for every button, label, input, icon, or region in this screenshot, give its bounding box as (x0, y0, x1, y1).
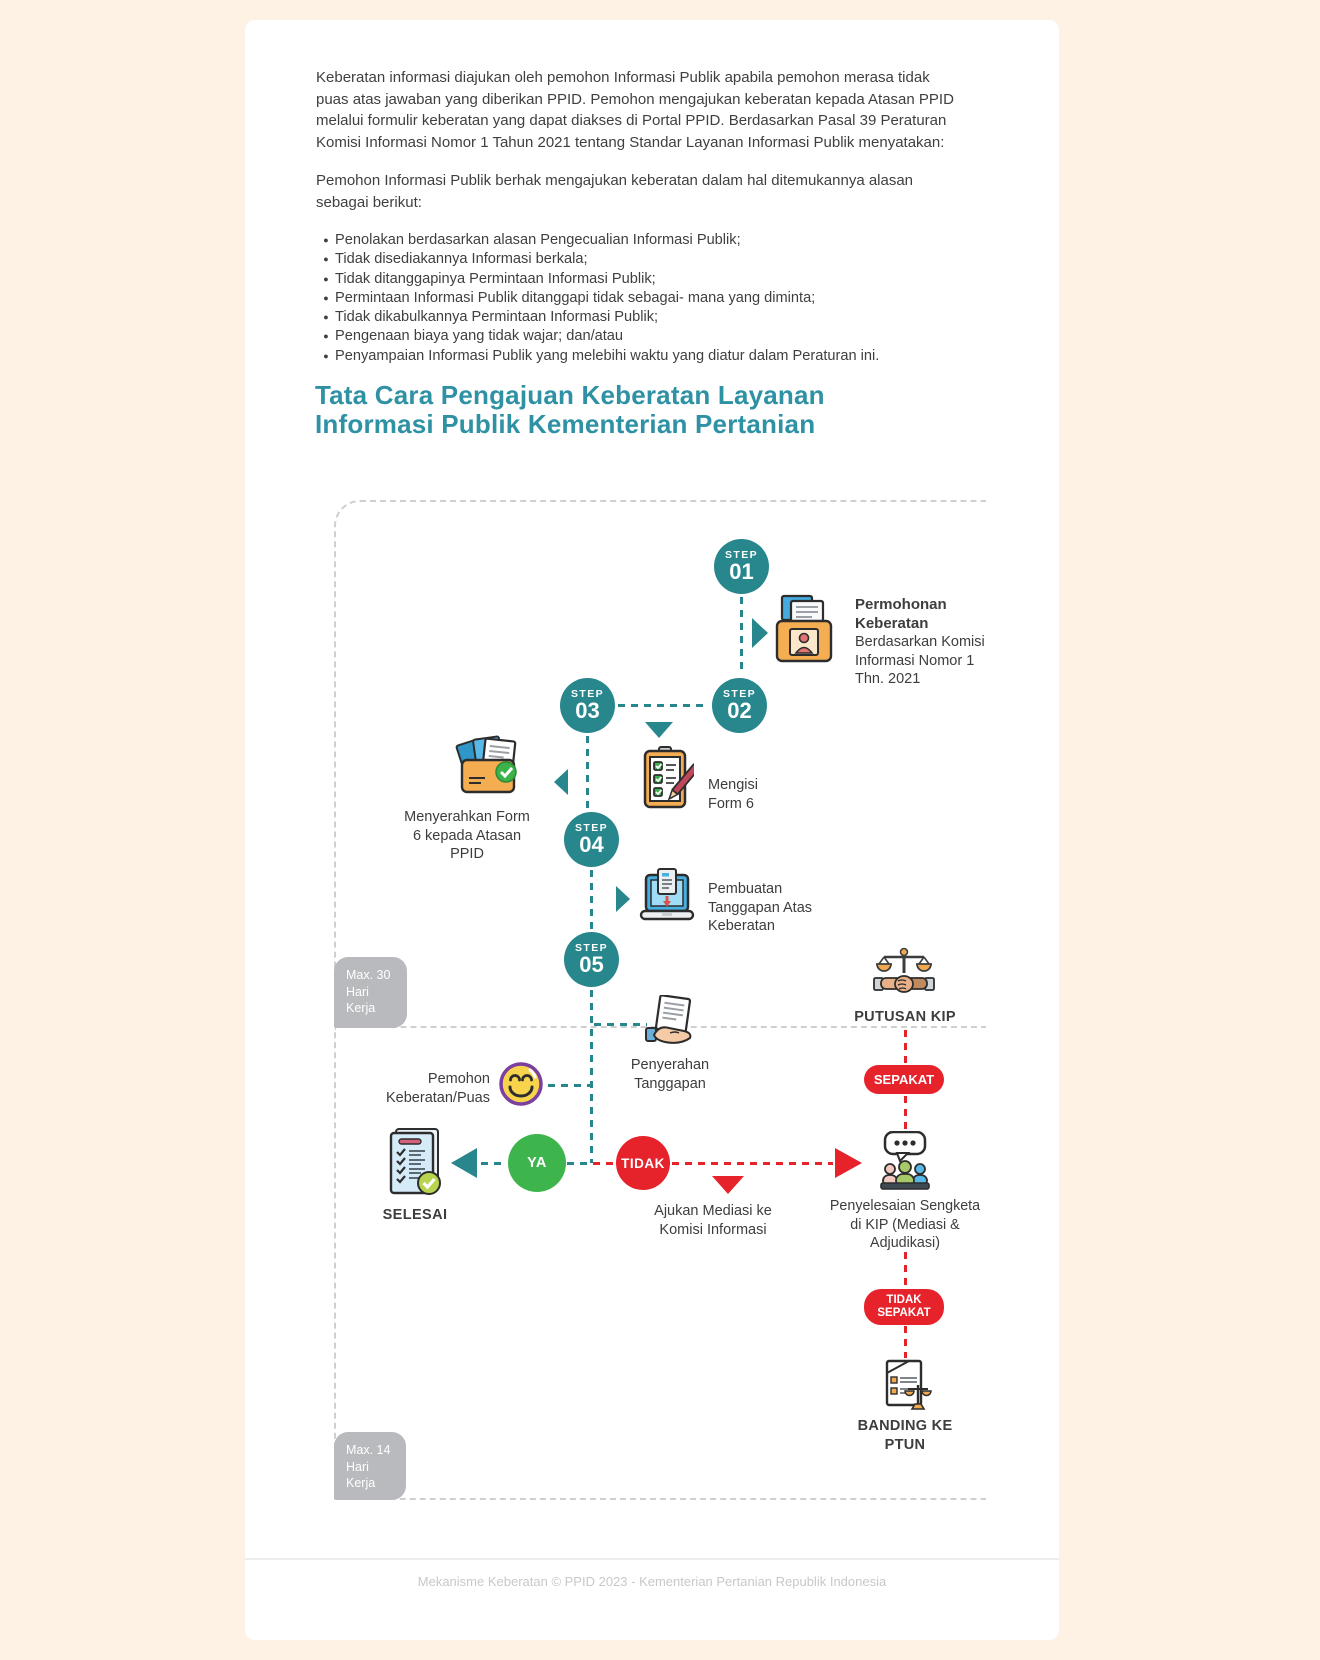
label-penyelesaian-sengketa: Penyelesaian Sengketa di KIP (Mediasi & Adjudikasi) (829, 1198, 981, 1251)
connector-putusan-sepakat (904, 1030, 907, 1064)
connector-sepakat-meeting (904, 1096, 907, 1130)
label-mengisi-form: Mengisi Form 6 (708, 777, 758, 812)
list-item (317, 231, 962, 250)
step-word: STEP (574, 822, 609, 834)
label-ajukan-mediasi: Ajukan Mediasi ke Komisi Informasi (654, 1203, 772, 1238)
step-word: STEP (724, 549, 759, 561)
list-item (317, 270, 962, 289)
list-item (317, 327, 962, 346)
bullet-icon: ● (323, 312, 329, 323)
connector-ya-left (481, 1162, 507, 1165)
bullet-icon: ● (323, 331, 329, 342)
bullet-icon: ● (323, 273, 329, 284)
label-putusan-kip: PUTUSAN KIP (854, 1009, 956, 1025)
content-card (245, 20, 1059, 1640)
intro-paragraph-1: Keberatan informasi diajukan oleh pemohon Informasi Publik apabila pemohon merasa tidak puas atas jawaban yang diberikan PPID. Pemohon mengajukan keberatan kepada Atasan PPID melalui formulir keberatan yang dapat diakses di Portal PPID. Berdasarkan Pasal 39 Peraturan Komisi Informasi Nomor 1 Tahun 2021 tentang Standar Layanan Informasi Publik menyatakan: (316, 69, 954, 151)
step-word: STEP (570, 688, 605, 700)
label-menyerahkan-form: Menyerahkan Form 6 kepada Atasan PPID (404, 809, 530, 862)
bullet-icon: ● (323, 235, 329, 245)
bullet-text: Pengenaan biaya yang tidak wajar; dan/atau (335, 328, 624, 345)
bullet-text: Tidak ditanggapinya Permintaan Informasi Publik; (335, 270, 656, 287)
arrow-down-icon (712, 1176, 744, 1194)
bullet-text: Penolakan berdasarkan alasan Pengecualian Informasi Publik; (335, 232, 741, 248)
step-circle-03 (560, 678, 615, 733)
connector-to-penyerahan (594, 1023, 647, 1026)
connector-ya-right (567, 1162, 591, 1165)
arrow-right-icon (835, 1148, 862, 1178)
label-pembuatan-tanggapan: Pembuatan Tanggapan Atas Keberatan (708, 881, 813, 934)
meeting-discussion-icon (875, 1131, 935, 1196)
bullet-text: Tidak disediakannya Informasi berkala; (335, 251, 588, 268)
arrow-left-icon (554, 769, 568, 795)
connector-step3-step2 (618, 704, 709, 707)
scales-handshake-icon (872, 947, 936, 1008)
list-item (317, 250, 962, 269)
bullet-text: Tidak dikabulkannya Permintaan Informasi Publik; (335, 309, 659, 326)
badge-sepakat: SEPAKAT (864, 1065, 944, 1094)
connector-tidak-left (593, 1162, 616, 1165)
step-circle-05 (564, 932, 619, 987)
decision-ya: YA (508, 1134, 566, 1192)
connector-tidaksepakat-banding (904, 1326, 907, 1358)
step-number: 01 (729, 559, 754, 584)
bullet-icon: ● (323, 292, 329, 303)
checklist-done-icon (385, 1127, 443, 1202)
page-title-line1: Tata Cara Pengajuan Keberatan Layanan (315, 380, 825, 410)
badge-tidak-sepakat: TIDAK SEPAKAT (864, 1289, 944, 1325)
max-14-days-badge: Max. 14 Hari Kerja (334, 1432, 406, 1500)
label-selesai: SELESAI (382, 1207, 448, 1223)
bullet-text: Permintaan Informasi Publik ditanggapi tidak sebagai- mana yang diminta; (335, 289, 816, 306)
list-item (317, 308, 962, 327)
bullet-text: Penyampaian Informasi Publik yang melebihi waktu yang diatur dalam Peraturan ini. (335, 347, 880, 364)
connector-meeting-tidaksepakat (904, 1252, 907, 1288)
hand-document-icon (644, 995, 696, 1050)
label-penyerahan-tanggapan: Penyerahan Tanggapan (630, 1057, 710, 1092)
step-word: STEP (722, 688, 757, 700)
page-title-line2: Informasi Publik Kementerian Pertanian (315, 409, 816, 439)
list-item (317, 289, 962, 308)
connector-step5-decision (590, 990, 593, 1163)
arrow-right-icon (616, 886, 630, 912)
step-number: 03 (575, 698, 600, 723)
step-circle-04 (564, 812, 619, 867)
label-permohonan-desc: Berdasarkan Komisi Informasi Nomor 1 Thn. 2021 (855, 634, 985, 687)
footer-text: Mekanisme Keberatan © PPID 2023 - Kementerian Pertanian Republik Indonesia (417, 1574, 887, 1589)
folder-check-icon (454, 734, 522, 803)
clipboard-checklist-icon (642, 746, 694, 815)
decision-tidak: TIDAK (616, 1136, 670, 1190)
bullet-icon: ● (323, 350, 329, 361)
arrow-left-icon (451, 1148, 477, 1178)
reason-bullet-list (317, 231, 962, 366)
folder-document-icon (774, 594, 834, 671)
list-item (317, 347, 962, 366)
smiley-face-icon (497, 1060, 545, 1113)
page-title (315, 381, 825, 439)
connector-tidak-right (672, 1162, 833, 1165)
bullet-icon: ● (323, 254, 329, 265)
step-word: STEP (574, 942, 609, 954)
connector-smiley (548, 1084, 590, 1087)
max-30-days-badge: Max. 30 Hari Kerja (334, 957, 407, 1028)
label-permohonan-title: Permohonan Keberatan (855, 596, 947, 632)
step-number: 04 (579, 832, 604, 857)
court-appeal-icon (878, 1357, 934, 1418)
arrow-right-icon (752, 618, 768, 648)
step-circle-02 (712, 678, 767, 733)
laptop-response-icon (638, 867, 696, 930)
step-circle-01 (714, 539, 769, 594)
step-number: 02 (727, 698, 752, 723)
footer-divider (245, 1558, 1059, 1560)
label-pemohon-puas: Pemohon Keberatan/Puas (386, 1071, 490, 1106)
connector-step4-step5 (590, 870, 593, 930)
label-permohonan (855, 596, 993, 689)
connector-step1-step2 (740, 597, 743, 675)
intro-paragraph-2: Pemohon Informasi Publik berhak mengajukan keberatan dalam hal ditemukannya alasan sebagai berikut: (316, 172, 914, 211)
step-number: 05 (579, 952, 604, 977)
connector-step3-step4 (586, 736, 589, 810)
label-banding-ptun: BANDING KE PTUN (857, 1418, 953, 1453)
arrow-down-icon (645, 722, 673, 738)
